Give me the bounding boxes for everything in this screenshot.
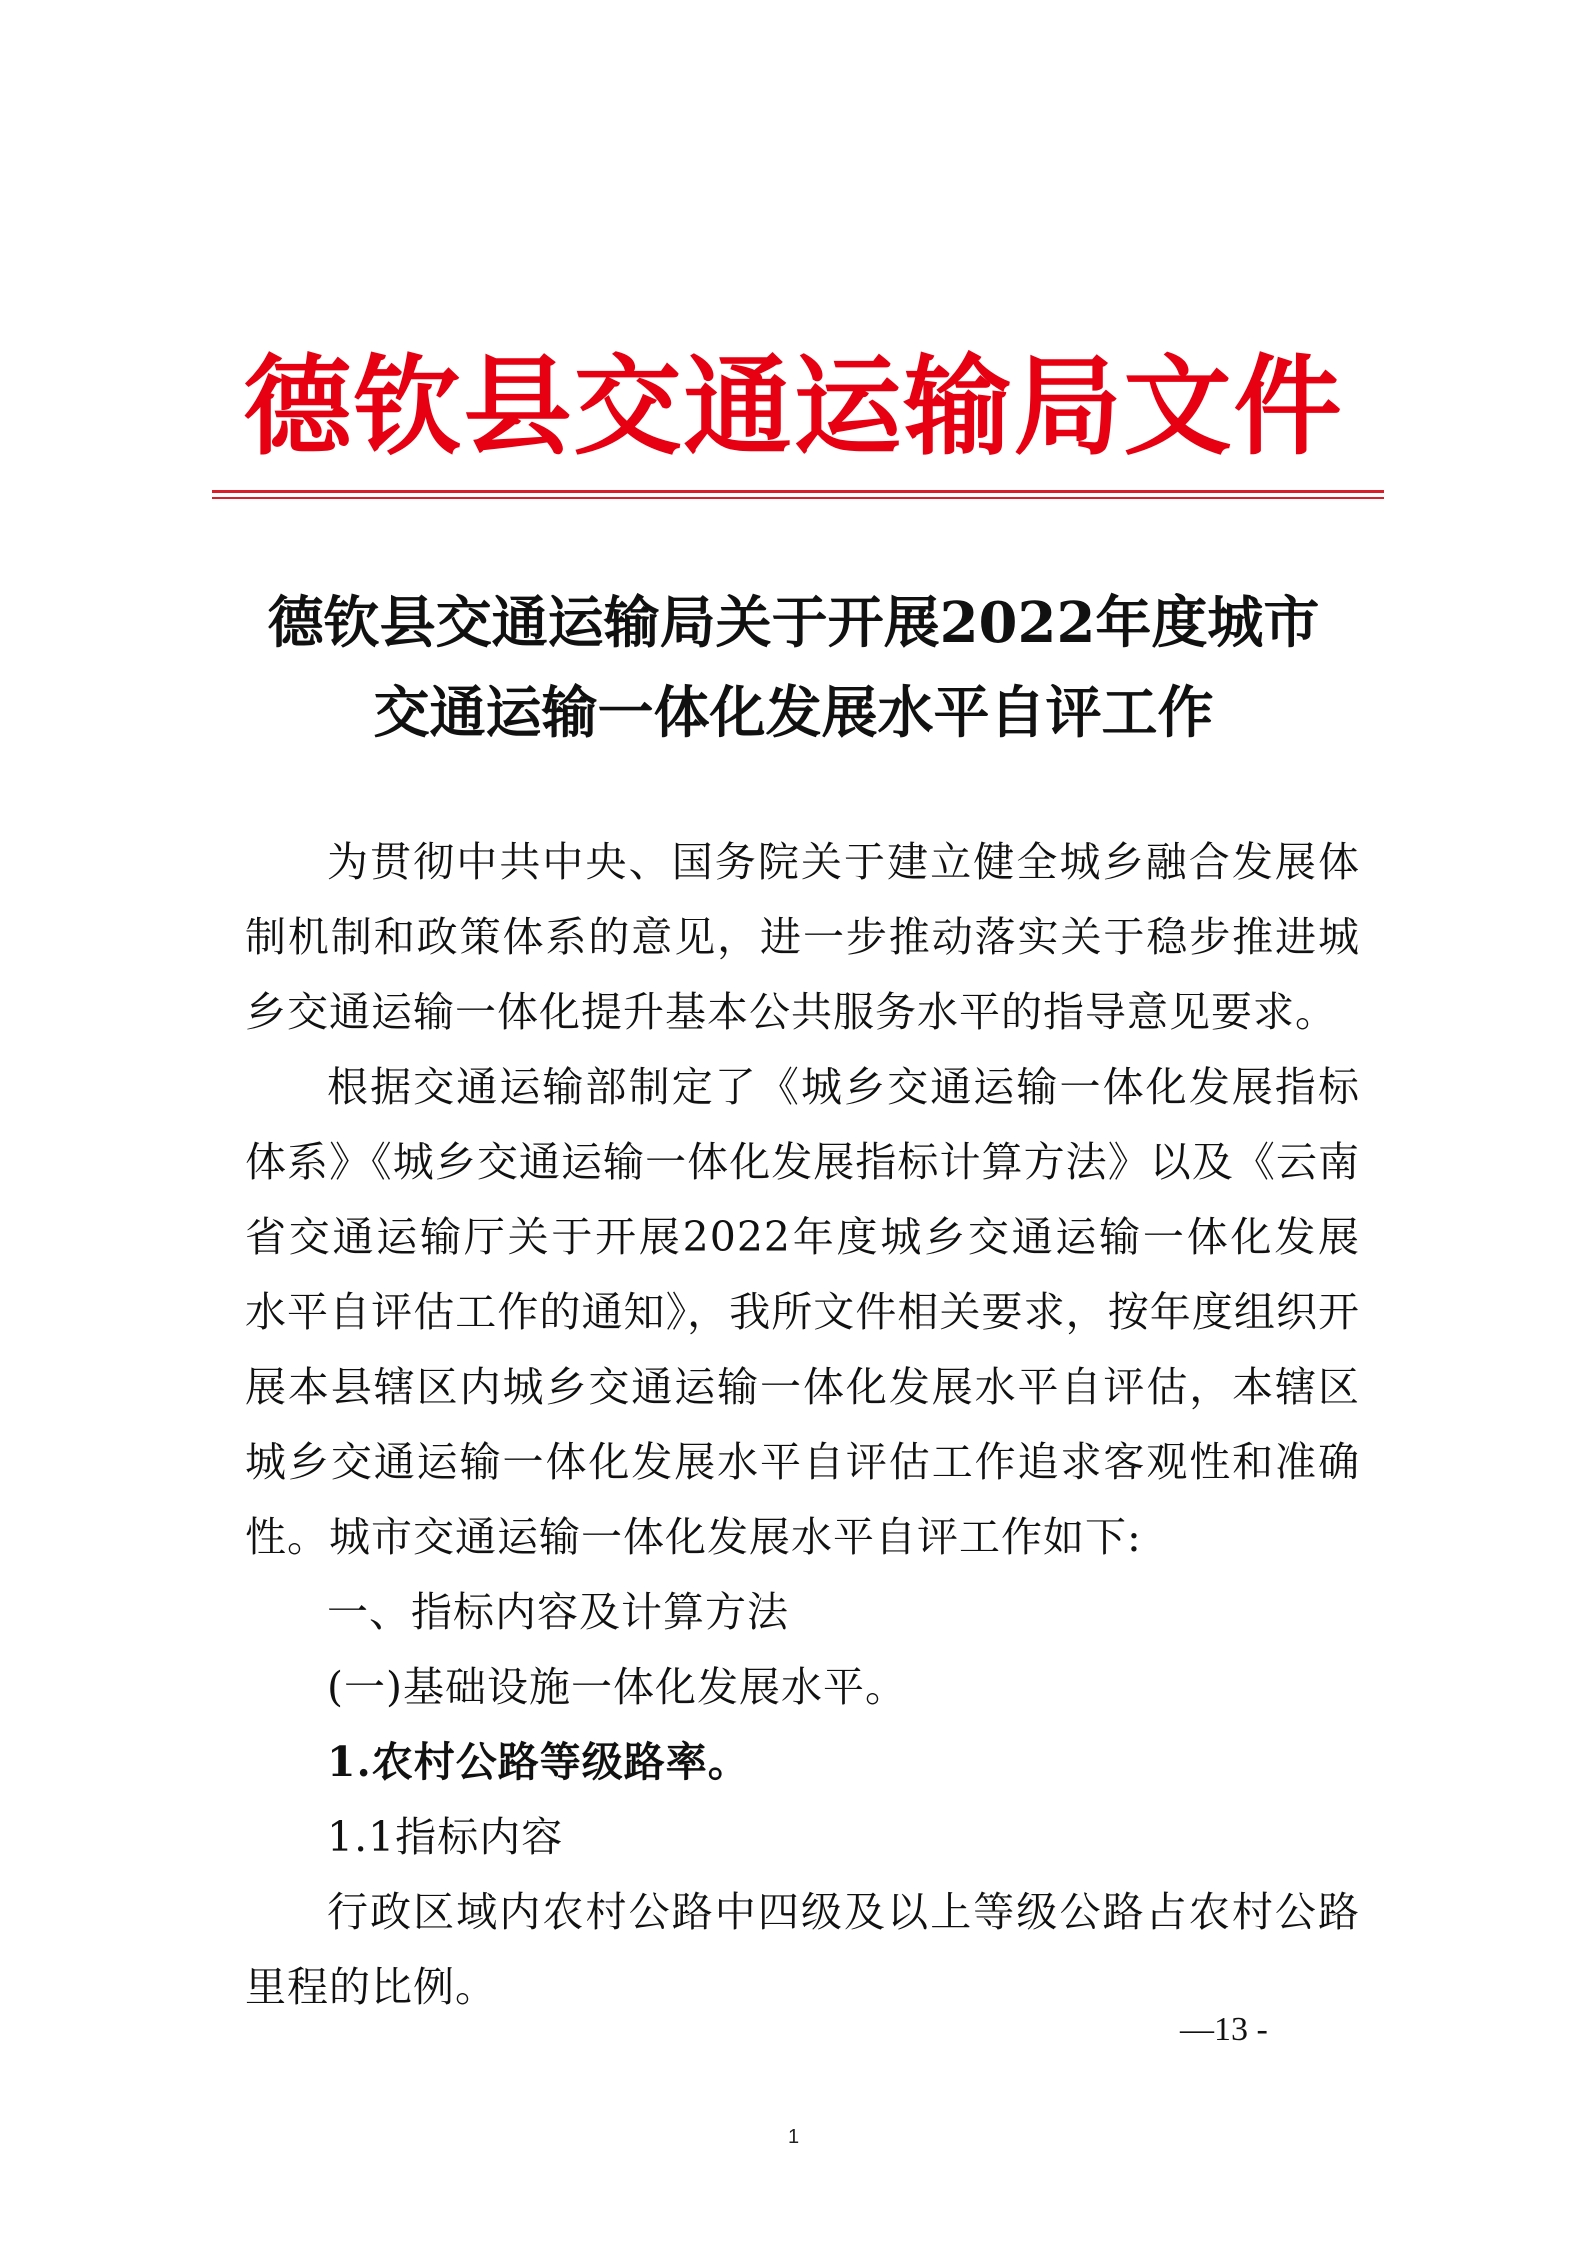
body-paragraph-3: 行政区域内农村公路中四级及以上等级公路占农村公路里程的比例。 [245,1888,1360,2011]
subsection-heading: (一)基础设施一体化发展水平。 [327,1663,907,1711]
page-number-inner: —13 - [1180,2011,1268,2048]
page-number-footer: 1 [787,2126,800,2148]
body-paragraph-2: 根据交通运输部制定了《城乡交通运输一体化发展指标体系》《城乡交通运输一体化发展指标计算方法》以及《云南省交通运输厅关于开展2022年度城乡交通运输一体化发展水平自评估工作的通知》，我所文件相关要求，按年度组织开展本县辖区内城乡交通运输一体化发展水平自评估，本辖区城乡交通运输一体化发展水平自评估工作追求客观性和准确性。城市交通运输一体化发展水平自评工作如下: [245,1063,1360,1561]
masthead-red-rule [212,490,1384,493]
document-body [245,825,1360,2025]
item-subheading: 1.1指标内容 [327,1813,564,1861]
masthead-title: 德钦县交通运输局文件 [243,345,1344,470]
document-title-line-2: 交通运输一体化发展水平自评工作 [373,680,1214,746]
masthead-red-rule-secondary [212,497,1384,499]
section-heading: 一、指标内容及计算方法 [327,1588,789,1636]
document-title-line-1: 德钦县交通运输局关于开展2022年度城市 [267,590,1320,656]
body-paragraph-1: 为贯彻中共中央、国务院关于建立健全城乡融合发展体制机制和政策体系的意见，进一步推动落实关于稳步推进城乡交通运输一体化提升基本公共服务水平的指导意见要求。 [245,838,1360,1036]
document-title [200,578,1387,758]
item-heading: 1.农村公路等级路率。 [327,1738,750,1786]
